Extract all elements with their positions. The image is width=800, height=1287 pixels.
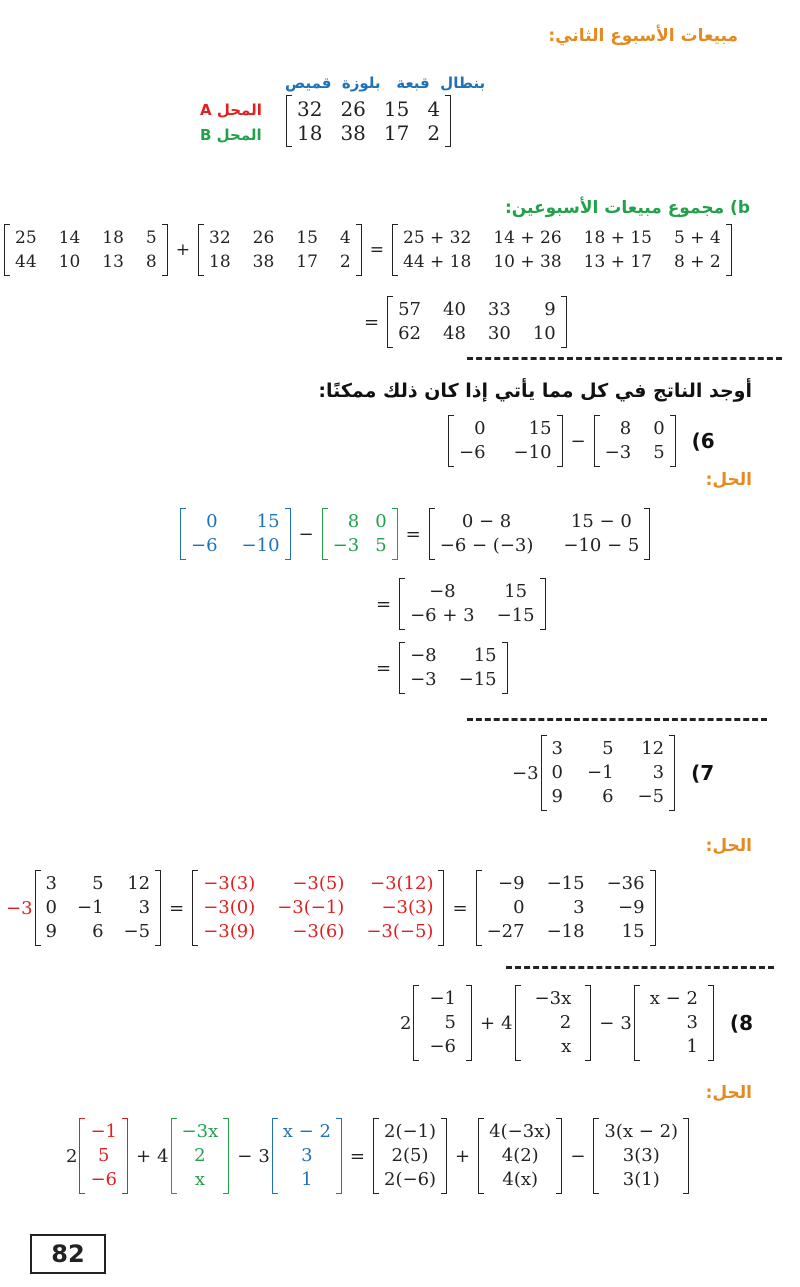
equals-sign: = [376,593,392,615]
cell: −3(3) [381,897,434,918]
minus-sign: − [570,1145,586,1167]
cell: −36 [606,873,645,894]
cell: 6 [602,786,614,807]
cell: 2 [427,121,441,145]
cell: 10 [58,252,81,272]
cell: −5 [123,921,151,942]
cell: x − 2 [282,1121,331,1142]
cell: 30 [487,323,511,344]
q6-step1 [178,508,652,560]
equals-sign: = [349,1145,366,1167]
cell: 3 [45,873,57,894]
cell: 14 + 26 [493,228,562,248]
plus-sign: + [455,1145,471,1167]
cell: 12 [127,873,151,894]
cell: 40 [443,299,466,320]
cell: 18 [102,228,124,248]
cell: −6 − (−3) [439,535,534,556]
cell: 13 + 17 [583,252,652,272]
cell: −3 [410,669,437,690]
cell: 48 [443,323,466,344]
cell: 8 [347,511,360,532]
cell: 3 [652,762,665,783]
cell: 5 [653,442,665,463]
cell: 5 [444,1012,456,1033]
cell: 62 [398,323,421,344]
cell: 9 [544,299,556,320]
cell: −3(−5) [366,921,434,942]
cell: 8 [619,418,632,439]
cell: 0 [513,897,525,918]
minus-sign: − [237,1145,253,1167]
cell: −9 [618,897,645,918]
page-number: 82 [30,1234,106,1274]
cell: 18 + 15 [583,228,652,248]
cell: −3(12) [369,873,434,894]
cell: 0 [45,897,57,918]
cell: 44 [15,252,37,272]
divider [467,718,767,721]
cell: 8 [145,252,157,272]
week2-matrix [284,95,453,147]
cell: 10 + 38 [493,252,562,272]
cell: 18 [297,121,323,145]
cell: −1 [587,762,614,783]
cell: −3x [181,1121,219,1142]
cell: −10 − 5 [563,535,640,556]
coefficient: 2 [66,1145,78,1167]
coefficient: 4 [157,1145,169,1167]
cell: 25 [15,228,37,248]
plus-sign: + [175,240,190,260]
cell: 3 [686,1012,698,1033]
store-a-label: المحل A [200,101,262,119]
cell: 26 [340,97,366,121]
cell: 0 [653,418,665,439]
cell: −6 [90,1169,117,1190]
column-headers: بنطال قبعة بلوزة قميص [285,74,486,92]
equals-sign: = [452,897,468,919]
cell: −8 [410,645,437,666]
cell: −3(9) [203,921,256,942]
cell: 38 [252,252,275,272]
cell: −6 [429,1036,456,1057]
cell: 15 [256,511,280,532]
cell: 6 [92,921,104,942]
part-b-heading [505,198,750,218]
cell: 15 [621,921,645,942]
cell: −3 [332,535,360,556]
cell: 2 [339,252,351,272]
cell: 5 [98,1145,110,1166]
cell: 33 [487,299,511,320]
cell: 0 [474,418,486,439]
cell: 12 [641,738,665,759]
cell: −1 [77,897,104,918]
minus-sign: − [298,523,314,545]
cell: 4(2) [501,1145,539,1166]
cell: −3(6) [292,921,345,942]
q6-step2 [370,578,548,630]
coefficient: 3 [258,1145,270,1167]
cell: 3(x − 2) [604,1121,679,1142]
cell: −1 [429,988,456,1009]
cell: −5 [637,786,665,807]
divider [467,357,782,360]
q8-problem [400,985,753,1061]
cell: 13 [102,252,124,272]
cell: 25 + 32 [403,228,472,248]
cell: 4 [427,97,441,121]
cell: −15 [496,605,535,626]
cell: −3(0) [203,897,256,918]
cell: 18 [209,252,231,272]
q8-solution-label: الحل: [705,1083,752,1103]
part-b-heading-text: b) مجموع مبيعات الأسبوعين: [504,198,750,218]
equals-sign: = [405,523,421,545]
cell: 0 − 8 [461,511,512,532]
q6-number: (6 [691,429,715,453]
q6-solution-label: الحل: [705,470,752,490]
cell: 15 [504,581,528,602]
cell: x − 2 [649,988,698,1009]
cell: 2(−1) [384,1121,437,1142]
cell: 2 [194,1145,206,1166]
cell: 3 [301,1145,313,1166]
q7-number: (7 [691,761,715,785]
cell: 10 [532,323,556,344]
cell: 3 [138,897,151,918]
cell: 0 [206,511,218,532]
coefficient: 3 [620,1012,632,1034]
week2-heading: مبيعات الأسبوع الثاني: [548,26,738,46]
q7-solution [6,870,658,946]
coefficient: 4 [501,1012,513,1034]
cell: 1 [686,1036,698,1057]
cell: 2(−6) [384,1169,437,1190]
cell: 26 [252,228,275,248]
cell: −10 [513,442,552,463]
equals-sign: = [376,657,392,679]
cell: 0 [375,511,387,532]
cell: −18 [546,921,585,942]
cell: −6 + 3 [410,605,475,626]
cell: 2(5) [391,1145,429,1166]
cell: 14 [58,228,81,248]
store-b-label: المحل B [200,126,262,144]
equals-sign: = [369,240,384,260]
cell: −15 [458,669,497,690]
plus-sign: + [480,1012,496,1034]
q6-instruction: أوجد الناتج في كل مما يأتي إذا كان ذلك ممكنًا: [318,380,752,402]
cell: 15 [473,645,497,666]
cell: 5 + 4 [673,228,721,248]
cell: 57 [398,299,421,320]
q7-scalar: −3 [512,762,539,784]
divider [506,966,774,969]
q7-problem [512,735,714,811]
cell: 44 + 18 [403,252,472,272]
cell: −1 [90,1121,117,1142]
cell: −10 [241,535,280,556]
cell: 17 [383,121,410,145]
cell: 15 [296,228,318,248]
cell: −3 [604,442,632,463]
cell: −15 [546,873,585,894]
cell: 2 [559,1012,572,1033]
cell: −3x [534,988,572,1009]
cell: −6 [191,535,218,556]
cell: 3 [573,897,585,918]
cell: 9 [45,921,57,942]
equals-sign: = [169,897,185,919]
cell: x [561,1036,572,1057]
q7-solution-label: الحل: [705,836,752,856]
cell: 3(3) [622,1145,660,1166]
cell: 3 [551,738,563,759]
cell: 5 [145,228,157,248]
cell: 32 [209,228,231,248]
cell: 3(1) [622,1169,660,1190]
cell: 9 [551,786,563,807]
cell: 38 [340,121,366,145]
cell: 4(−3x) [489,1121,552,1142]
cell: −6 [459,442,486,463]
minus-sign: − [570,430,586,452]
cell: −3(5) [292,873,345,894]
cell: 32 [297,97,323,121]
cell: 5 [602,738,614,759]
cell: −3(−1) [277,897,345,918]
coefficient: 2 [400,1012,412,1034]
cell: 1 [301,1169,313,1190]
minus-sign: − [599,1012,615,1034]
cell: 5 [375,535,387,556]
q6-problem [446,415,715,467]
q7-scalar-colored: −3 [6,897,33,919]
cell: x [194,1169,205,1190]
cell: 4 [339,228,351,248]
cell: 15 − 0 [570,511,632,532]
cell: −9 [498,873,525,894]
cell: −3(3) [203,873,256,894]
cell: 4(x) [502,1169,539,1190]
cell: 8 + 2 [673,252,721,272]
cell: −8 [429,581,456,602]
cell: 17 [296,252,318,272]
plus-sign: + [136,1145,152,1167]
equals-sign: = [364,311,380,333]
cell: −27 [486,921,525,942]
q8-solution [66,1118,691,1194]
cell: 5 [92,873,104,894]
cell: 15 [383,97,410,121]
cell: 15 [528,418,552,439]
q8-number: (8 [729,1011,753,1035]
sum-result [358,296,569,348]
cell: 0 [551,762,563,783]
q6-step3 [370,642,510,694]
sum-equation [2,224,734,276]
